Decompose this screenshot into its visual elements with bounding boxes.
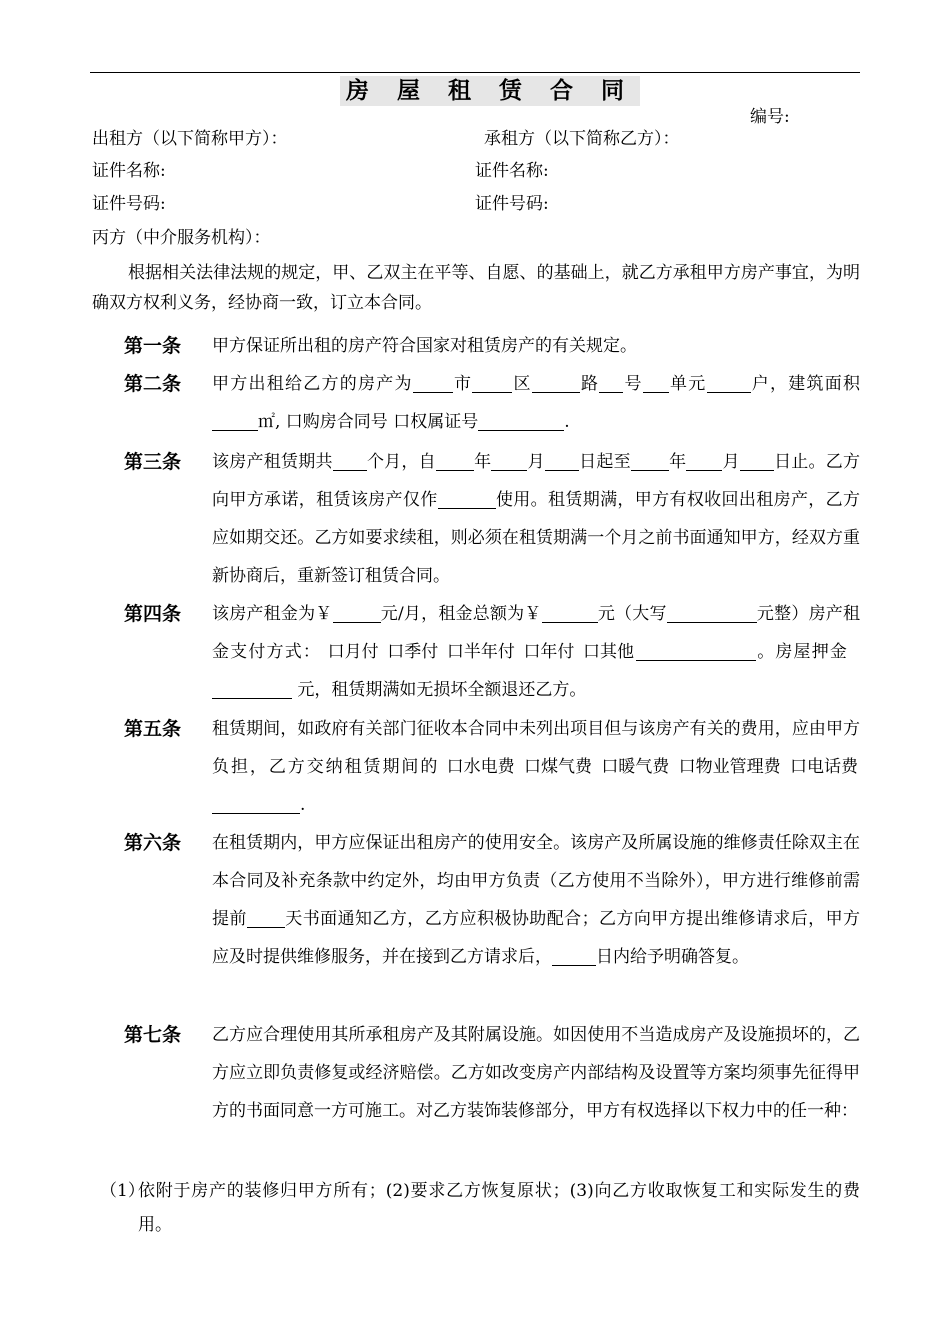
article-6-part: 在租赁期内，甲方应保证出租房产的使用安全。该房产及所属设施的维修责任除双主在本合同及补充条款中约定外，均由甲方负责（乙方使用不当除外），甲方进行维修前需提前 bbox=[212, 833, 860, 929]
lessor-cert-number: 证件号码: bbox=[92, 194, 166, 214]
article-6-label: 第六条 bbox=[124, 832, 182, 854]
end-day-blank[interactable] bbox=[740, 448, 774, 471]
article-1-label: 第一条 bbox=[124, 335, 182, 357]
article-2-part: 路 bbox=[579, 374, 600, 394]
article-4 bbox=[124, 595, 860, 709]
document-title: 房 屋 租 赁 合 同 bbox=[340, 76, 640, 106]
list-item-text: 依附于房产的装修归甲方所有；(2)要求乙方恢复原状；(3)向乙方收取恢复工和实际发生的费用。 bbox=[138, 1181, 860, 1235]
article-4-part: 元/月，租金总额为￥ bbox=[380, 604, 542, 624]
article-4-text bbox=[212, 595, 860, 709]
article-2-part: 甲方出租给乙方的房产为 bbox=[212, 374, 413, 394]
article-4-part: 元（大写 bbox=[597, 604, 667, 624]
article-2-part: 市 bbox=[452, 374, 473, 394]
unit-blank[interactable] bbox=[643, 370, 669, 393]
city-blank[interactable] bbox=[413, 370, 453, 393]
deposit-blank[interactable] bbox=[212, 676, 292, 699]
article-3-part: 日起至 bbox=[578, 452, 631, 472]
option-quarterly[interactable]: 口季付 bbox=[387, 642, 439, 662]
household-blank[interactable] bbox=[707, 370, 751, 393]
article-2-part: 单元 bbox=[668, 374, 707, 394]
article-6 bbox=[124, 824, 860, 976]
article-3-text bbox=[212, 443, 860, 595]
notice-days-blank[interactable] bbox=[247, 905, 285, 928]
article-5-label: 第五条 bbox=[124, 718, 182, 740]
article-2-part: . bbox=[564, 412, 570, 432]
start-month-blank[interactable] bbox=[491, 448, 527, 471]
article-7-text: 乙方应合理使用其所承租房产及其附属设施。如因使用不当造成房产及设施损坏的，乙方应立即负责修复或经济赔偿。乙方如改变房产内部结构及设置等方案均须事先征得甲方的书面同意一方可施工。对乙方装饰装修部分，甲方有权选择以下权力中的任一种： bbox=[212, 1025, 860, 1121]
article-6-part: 天书面通知乙方，乙方应积极协助配合；乙方向甲方提出维修请求后，甲方应及时提供维修服务，并在接到乙方请求后， bbox=[212, 909, 861, 967]
other-payment-blank[interactable] bbox=[636, 638, 756, 661]
end-year-blank[interactable] bbox=[631, 448, 669, 471]
lessor-label: 出租方（以下简称甲方）： bbox=[92, 129, 288, 149]
article-3-part: 该房产租赁期共 bbox=[212, 452, 333, 472]
usage-blank[interactable] bbox=[438, 486, 496, 509]
option-monthly[interactable]: 口月付 bbox=[327, 642, 379, 662]
article-2-part: ㎡, 口购房合同号 口权属证号 bbox=[258, 412, 479, 432]
article-2-part: 号 bbox=[623, 374, 643, 394]
article-3-part: 个月，自 bbox=[366, 452, 436, 472]
lessee-cert-number: 证件号码: bbox=[475, 194, 549, 214]
total-rent-blank[interactable] bbox=[542, 600, 598, 623]
article-5-part: 租赁期间，如政府有关部门征收本合同中未列出项目但与该房产有关的费用，应由甲方负担，乙方交纳租赁期间的 bbox=[212, 719, 860, 777]
option-yearly[interactable]: 口年付 bbox=[523, 642, 575, 662]
article-4-part: 元，租赁期满如无损坏全额退还乙方。 bbox=[297, 680, 587, 700]
article-3-part: 日止。乙方向甲方承诺，租赁该房产仅作 bbox=[212, 452, 861, 510]
option-property-management[interactable]: 口物业管理费 bbox=[678, 757, 781, 777]
article-7-label: 第七条 bbox=[124, 1024, 182, 1046]
article-4-label: 第四条 bbox=[124, 603, 182, 625]
area-blank[interactable] bbox=[212, 408, 258, 431]
article-1 bbox=[124, 327, 860, 365]
article-6-part: 日内给予明确答复。 bbox=[596, 947, 749, 967]
top-rule bbox=[90, 72, 860, 73]
article-2-text bbox=[212, 365, 860, 441]
lessee-label: 承租方（以下简称乙方）： bbox=[484, 129, 680, 149]
article-4-part: 元整）房产租金支付方式： bbox=[212, 604, 861, 662]
article-4-part: 该房产租金为￥ bbox=[212, 604, 333, 624]
article-3-part: 月 bbox=[527, 452, 545, 472]
agent-label: 丙方（中介服务机构）： bbox=[92, 228, 271, 248]
article-3-part: 月 bbox=[722, 452, 740, 472]
lessor-cert-name: 证件名称: bbox=[92, 161, 166, 181]
months-blank[interactable] bbox=[333, 448, 367, 471]
article-2-part: 户，建筑面积 bbox=[750, 374, 860, 394]
article-6-text bbox=[212, 824, 860, 976]
article-2 bbox=[124, 365, 860, 441]
number-blank[interactable] bbox=[599, 370, 623, 393]
article-4-part: 。房屋押金 bbox=[756, 642, 849, 662]
option-half-year[interactable]: 口半年付 bbox=[446, 642, 515, 662]
intro-paragraph: 根据相关法律法规的规定，甲、乙双主在平等、自愿、的基础上，就乙方承租甲方房产事宜，为明确双方权利义务，经协商一致，订立本合同。 bbox=[92, 263, 860, 313]
reply-days-blank[interactable] bbox=[552, 943, 596, 966]
article-5 bbox=[124, 710, 860, 824]
option-heating[interactable]: 口暖气费 bbox=[601, 757, 670, 777]
option-other[interactable]: 口其他 bbox=[583, 642, 635, 662]
article-3-part: 年 bbox=[668, 452, 687, 472]
article-1-text: 甲方保证所出租的房产符合国家对租赁房产的有关规定。 bbox=[212, 336, 637, 356]
ownership-cert-blank[interactable] bbox=[478, 408, 564, 431]
district-blank[interactable] bbox=[472, 370, 512, 393]
article-3-part: 年 bbox=[473, 452, 492, 472]
option-gas[interactable]: 口煤气费 bbox=[523, 757, 592, 777]
lessee-cert-name: 证件名称: bbox=[475, 161, 549, 181]
contract-number-label: 编号: bbox=[750, 107, 790, 127]
article-5-text bbox=[212, 710, 860, 824]
article-7 bbox=[124, 1016, 860, 1130]
start-year-blank[interactable] bbox=[436, 448, 474, 471]
rent-in-words-blank[interactable] bbox=[667, 600, 757, 623]
article-5-part: . bbox=[300, 795, 306, 815]
article-2-label: 第二条 bbox=[124, 373, 182, 395]
start-day-blank[interactable] bbox=[545, 448, 579, 471]
end-month-blank[interactable] bbox=[686, 448, 722, 471]
article-3 bbox=[124, 443, 860, 595]
list-item bbox=[100, 1174, 860, 1242]
road-blank[interactable] bbox=[532, 370, 580, 393]
option-water-electricity[interactable]: 口水电费 bbox=[446, 757, 515, 777]
telephone-fee-blank[interactable] bbox=[212, 791, 300, 814]
monthly-rent-blank[interactable] bbox=[333, 600, 381, 623]
article-3-label: 第三条 bbox=[124, 451, 182, 473]
list-item-number: （1） bbox=[100, 1181, 145, 1201]
option-telephone[interactable]: 口电话费 bbox=[790, 757, 858, 777]
article-3-part: 使用。租赁期满，甲方有权收回出租房产，乙方应如期交还。乙方如要求续租，则必须在租赁期满一个月之前书面通知甲方，经双方重新协商后，重新签订租赁合同。 bbox=[212, 490, 861, 586]
article-2-part: 区 bbox=[512, 374, 532, 394]
